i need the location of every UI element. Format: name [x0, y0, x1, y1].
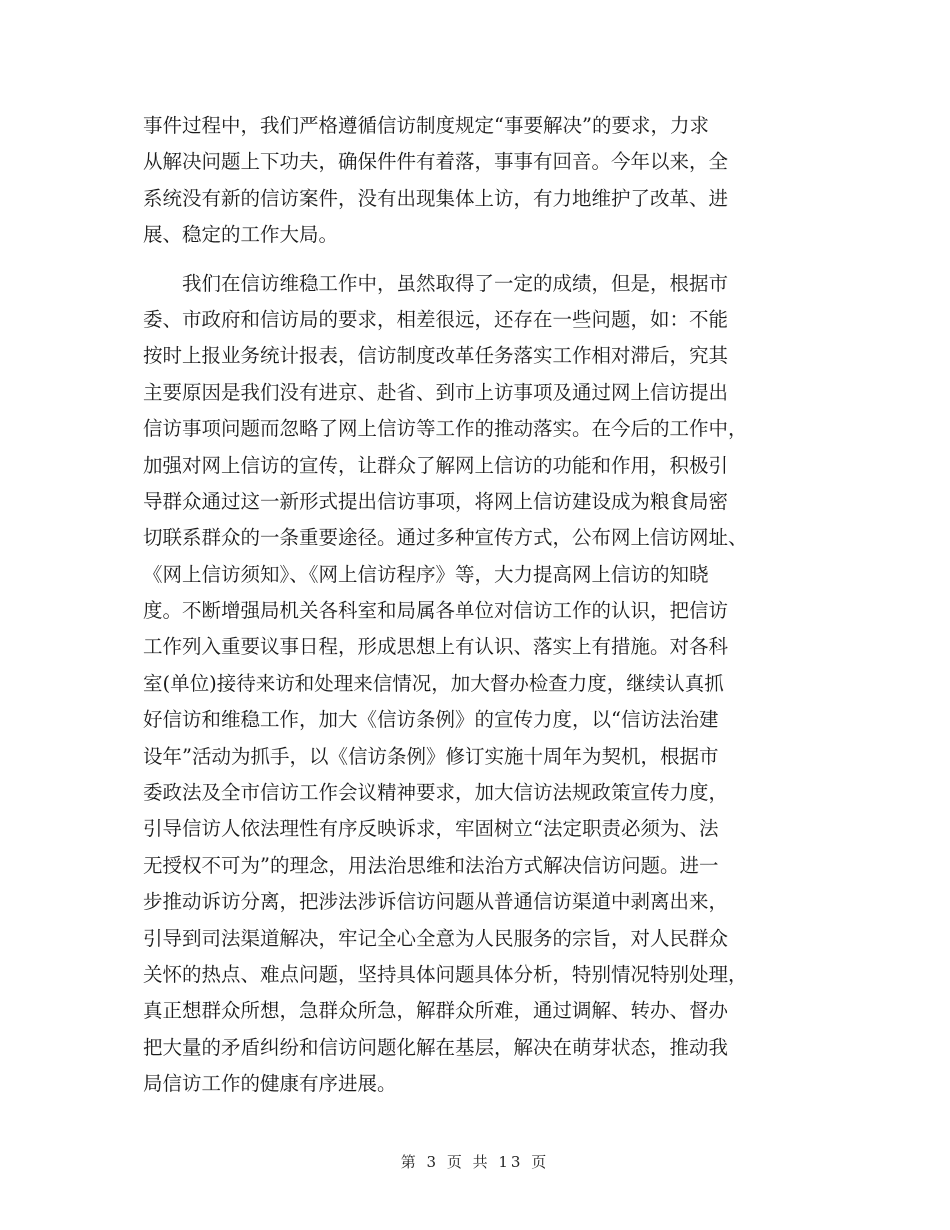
text-line: 度。不断增强局机关各科室和局属各单位对信访工作的认识，把信访 [143, 599, 729, 623]
text-line: 室(单位)接待来访和处理来信情况，加大督办检查力度，继续认真抓 [143, 671, 724, 695]
text-line: 从解决问题上下功夫，确保件件有着落，事事有回音。今年以来，全 [143, 150, 729, 174]
text-line: 关怀的热点、难点问题，坚持具体问题具体分析，特别情况特别处理， [143, 962, 748, 986]
text-line: 引导到司法渠道解决，牢记全心全意为人民服务的宗旨，对人民群众 [143, 926, 729, 950]
text-line: 主要原因是我们没有进京、赴省、到市上访事项及通过网上信访提出 [143, 380, 729, 404]
paragraph-2 [143, 266, 808, 1103]
text-line: 切联系群众的一条重要途径。通过多种宣传方式，公布网上信访网址、 [143, 526, 748, 550]
text-line: 好信访和维稳工作，加大《信访条例》的宣传力度，以“信访法治建 [143, 708, 719, 732]
text-line: 引导信访人依法理性有序反映诉求，牢固树立“法定职责必须为、法 [143, 817, 719, 841]
text-line: 导群众通过这一新形式提出信访事项，将网上信访建设成为粮食局密 [143, 489, 729, 513]
text-line: 我们在信访维稳工作中，虽然取得了一定的成绩，但是，根据市 [182, 271, 729, 295]
text-line: 委、市政府和信访局的要求，相差很远，还存在一些问题，如：不能 [143, 307, 729, 331]
paragraph-1 [143, 108, 808, 254]
text-line: 展、稳定的工作大局。 [143, 223, 339, 247]
text-line: 按时上报业务统计报表，信访制度改革任务落实工作相对滞后，究其 [143, 344, 729, 368]
text-line: 委政法及全市信访工作会议精神要求，加大信访法规政策宣传力度， [143, 781, 729, 805]
paragraph-gap [143, 254, 808, 266]
page-number-footer: 第 3 页 共 13 页 [400, 1153, 550, 1171]
document-body [143, 108, 808, 1103]
text-line: 信访事项问题而忽略了网上信访等工作的推动落实。在今后的工作中， [143, 417, 748, 441]
text-line: 真正想群众所想，急群众所急，解群众所难，通过调解、转办、督办 [143, 999, 729, 1023]
text-line: 无授权不可为”的理念，用法治思维和法治方式解决信访问题。进一 [143, 853, 719, 877]
text-line: 局信访工作的健康有序进展。 [143, 1072, 397, 1096]
text-line: 系统没有新的信访案件，没有出现集体上访，有力地维护了改革、进 [143, 186, 729, 210]
text-line: 加强对网上信访的宣传，让群众了解网上信访的功能和作用，积极引 [143, 453, 729, 477]
text-line: 步推动诉访分离，把涉法涉诉信访问题从普通信访渠道中剥离出来， [143, 890, 729, 914]
text-line: 事件过程中，我们严格遵循信访制度规定“事要解决”的要求，力求 [143, 114, 709, 137]
text-line: 《网上信访须知》、《网上信访程序》等，大力提高网上信访的知晓 [143, 562, 709, 586]
text-line: 设年”活动为抓手，以《信访条例》修订实施十周年为契机，根据市 [143, 744, 719, 768]
text-line: 工作列入重要议事日程，形成思想上有认识、落实上有措施。对各科 [143, 635, 729, 659]
text-line: 把大量的矛盾纠纷和信访问题化解在基层，解决在萌芽状态，推动我 [143, 1035, 729, 1059]
